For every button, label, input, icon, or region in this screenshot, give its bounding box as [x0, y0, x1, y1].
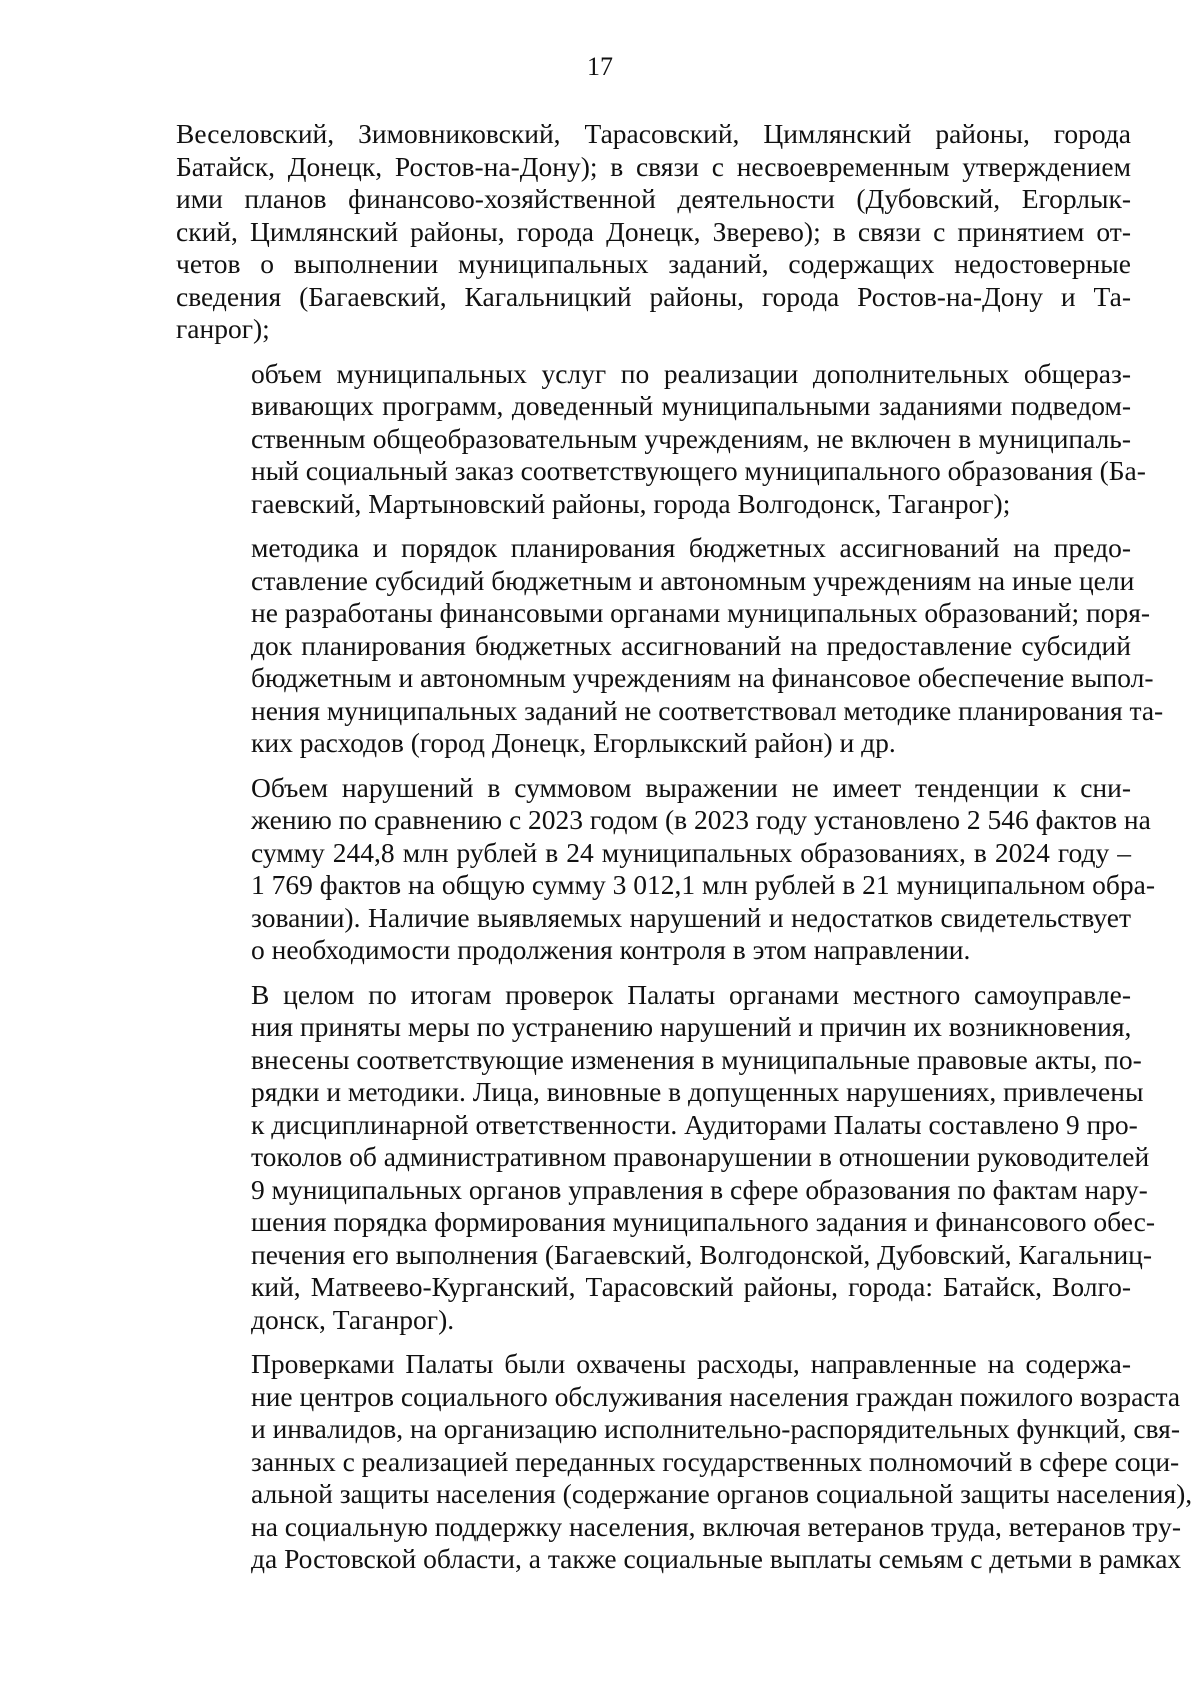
text-line: четов о выполнении муниципальных заданий, содержащих недостоверные — [176, 248, 1131, 279]
text-line: зовании). Наличие выявляемых нарушений и недостатков свидетельствует — [251, 901, 1131, 933]
text-line: ние центров социального обслуживания населения граждан пожилого возраста — [251, 1380, 1181, 1412]
text-line: ких расходов (город Донецк, Егорлыкский район) и др. — [251, 727, 896, 758]
paragraph — [176, 532, 1164, 760]
text-line: печения его выполнения (Багаевский, Волгодонской, Дубовский, Кагальниц- — [251, 1238, 1153, 1270]
paragraph — [176, 1348, 1193, 1576]
text-line: ставление субсидий бюджетным и автономным учреждениям на иные цели — [251, 564, 1135, 596]
text-line: донск, Таганрог). — [251, 1303, 455, 1335]
text-line: сведения (Багаевский, Кагальницкий районы, города Ростов-на-Дону и Та- — [176, 280, 1131, 312]
text-line: на социальную поддержку населения, включая ветеранов труда, ветеранов тру- — [251, 1510, 1181, 1542]
text-line: ственным общеобразовательным учреждениям, не включен в муниципаль- — [251, 422, 1131, 454]
text-line: ими планов финансово-хозяйственной деятельности (Дубовский, Егорлык- — [176, 183, 1131, 214]
text-line: о необходимости продолжения контроля в этом направлении. — [251, 934, 971, 965]
text-line: шения порядка формирования муниципального задания и финансового обес- — [251, 1206, 1156, 1237]
text-line: занных с реализацией переданных государственных полномочий в сфере соци- — [251, 1445, 1180, 1477]
text-line: сумму 244,8 млн рублей в 24 муниципальных образованиях, в 2024 году – — [251, 836, 1131, 868]
text-line: 1 769 фактов на общую сумму 3 012,1 млн рублей в 21 муниципальном обра- — [251, 869, 1156, 900]
text-line: методика и порядок планирования бюджетных ассигнований на предо- — [251, 532, 1131, 563]
paragraph — [176, 118, 1131, 346]
text-line: токолов об административном правонарушении в отношении руководителей — [251, 1141, 1150, 1172]
text-line: бюджетным и автономным учреждениям на финансовое обеспечение выпол- — [251, 662, 1154, 693]
text-line: рядки и методики. Лица, виновные в допущенных нарушениях, привлечены — [251, 1076, 1144, 1107]
text-line: 9 муниципальных органов управления в сфере образования по фактам нару- — [251, 1173, 1148, 1205]
text-line: Проверками Палаты были охвачены расходы, направленные на содержа- — [251, 1348, 1131, 1379]
text-line: альной защиты населения (содержание органов социальной защиты населения), — [251, 1478, 1193, 1509]
text-line: к дисциплинарной ответственности. Аудиторами Палаты составлено 9 про- — [251, 1108, 1138, 1140]
text-line: нения муниципальных заданий не соответствовал методике планирования та- — [251, 694, 1164, 726]
body-text — [176, 118, 1193, 1588]
text-line: ский, Цимлянский районы, города Донецк, Зверево); в связи с принятием от- — [176, 215, 1131, 247]
text-line: не разработаны финансовыми органами муниципальных образований; поря- — [251, 597, 1151, 628]
text-line: док планирования бюджетных ассигнований на предоставление субсидий — [251, 629, 1131, 661]
text-line: объем муниципальных услуг по реализации дополнительных общераз- — [251, 357, 1131, 389]
text-line: В целом по итогам проверок Палаты органами местного самоуправле- — [251, 978, 1131, 1010]
text-line: Веселовский, Зимовниковский, Тарасовский, Цимлянский районы, города — [176, 118, 1131, 149]
page-number: 17 — [587, 52, 613, 81]
paragraph — [176, 978, 1156, 1337]
paragraph — [176, 771, 1156, 967]
text-line: кий, Матвеево-Курганский, Тарасовский районы, города: Батайск, Волго- — [251, 1271, 1131, 1302]
text-line: ганрог); — [176, 313, 270, 344]
text-line: и инвалидов, на организацию исполнительно-распорядительных функций, свя- — [251, 1413, 1180, 1444]
text-line: жению по сравнению с 2023 годом (в 2023 году установлено 2 546 фактов на — [251, 804, 1151, 835]
text-line: гаевский, Мартыновский районы, города Волгодонск, Таганрог); — [251, 487, 1011, 519]
text-line: ный социальный заказ соответствующего муниципального образования (Ба- — [251, 455, 1146, 486]
text-line: внесены соответствующие изменения в муниципальные правовые акты, по- — [251, 1043, 1142, 1075]
text-line: ния приняты меры по устранению нарушений и причин их возникновения, — [251, 1011, 1132, 1042]
text-line: да Ростовской области, а также социальные выплаты семьям с детьми в рамках — [251, 1543, 1182, 1574]
text-line: Объем нарушений в суммовом выражении не имеет тенденции к сни- — [251, 771, 1131, 803]
text-line: Батайск, Донецк, Ростов-на-Дону); в связи с несвоевременным утверждением — [176, 150, 1131, 182]
paragraph — [176, 357, 1146, 521]
text-line: вивающих программ, доведенный муниципальными заданиями подведом- — [251, 390, 1131, 421]
